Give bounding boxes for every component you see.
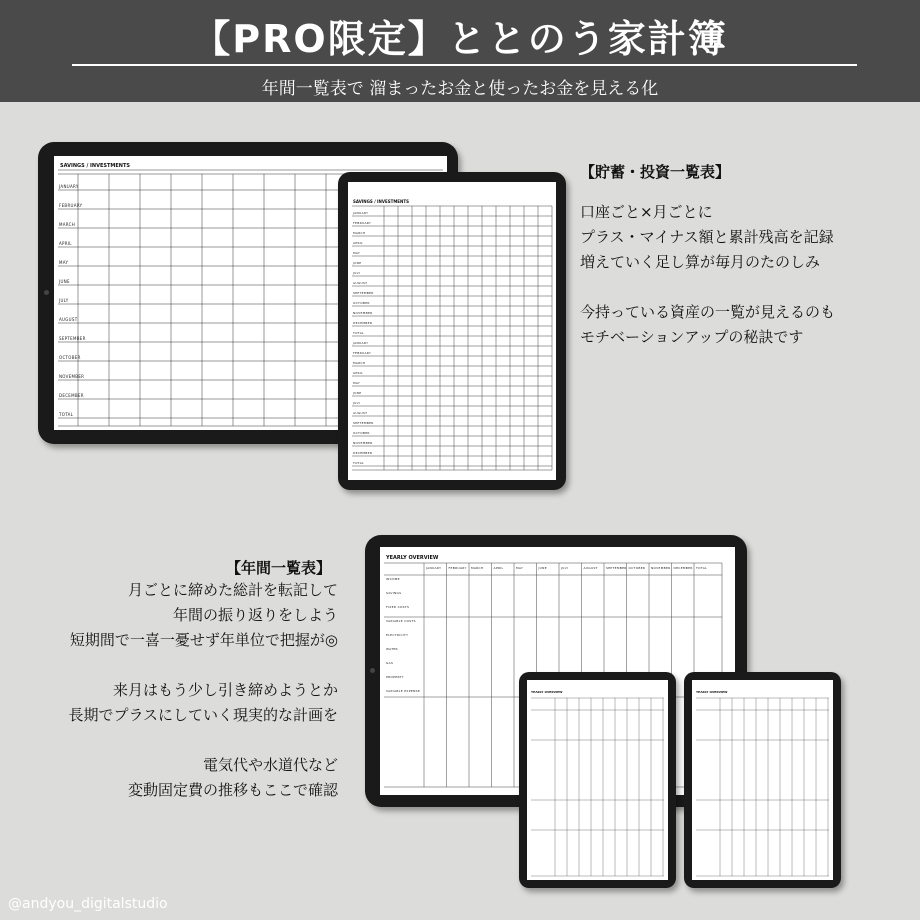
- month-header: TOTAL: [696, 566, 708, 570]
- description-line: 電気代や水道代など: [202, 756, 338, 774]
- row-label: OCTOBER: [353, 301, 370, 305]
- description-line: 短期間で一喜一憂せず年単位で把握が◎: [69, 631, 338, 649]
- row-label: AUGUST: [353, 281, 368, 285]
- header-banner: [0, 0, 920, 102]
- tablet-savings-portrait: [338, 172, 566, 490]
- month-header: MAY: [516, 566, 524, 570]
- row-label: FIXED COSTS: [386, 605, 410, 609]
- description-line: 年間の振り返りをしよう: [172, 606, 338, 624]
- yearly-portrait-screen-1: [527, 680, 668, 880]
- description-line: 来月はもう少し引き締めようとか: [112, 681, 338, 699]
- yearly-heading: 【年間一覧表】: [226, 559, 332, 577]
- row-label: NOVEMBER: [353, 441, 373, 445]
- month-header: FEBRUARY: [448, 566, 467, 570]
- row-label: MAY: [353, 381, 361, 385]
- row-label: MAY: [353, 251, 361, 255]
- month-header: SEPTEMBER: [606, 566, 627, 570]
- row-label: MAY: [59, 260, 69, 265]
- camera-dot: [370, 668, 375, 673]
- row-label: DECEMBER: [353, 451, 373, 455]
- row-label: TOTAL: [59, 412, 74, 417]
- description-line: 増えていく足し算が毎月のたのしみ: [580, 253, 821, 271]
- row-label: TOTAL: [353, 461, 365, 465]
- month-header: JULY: [561, 566, 569, 570]
- month-header: AUGUST: [583, 566, 598, 570]
- row-label: JUNE: [353, 391, 362, 395]
- row-label: MARCH: [353, 231, 366, 235]
- description-line: 口座ごと×月ごとに: [580, 203, 713, 221]
- savings-portrait-screen: [348, 182, 556, 480]
- row-label: APRIL: [353, 371, 364, 375]
- row-label: SEPTEMBER: [59, 336, 86, 341]
- row-label: MARCH: [59, 222, 76, 227]
- row-label: AUGUST: [59, 317, 78, 322]
- month-header: JANUARY: [426, 566, 442, 570]
- description-line: 今持っている資産の一覧が見えるのも: [580, 303, 836, 321]
- page-title: 【PRO限定】ととのう家計簿: [192, 17, 728, 61]
- description-line: モチベーションアップの秘訣です: [580, 328, 804, 346]
- row-label: FEBRUARY: [353, 221, 372, 225]
- row-label: JANUARY: [353, 211, 369, 215]
- row-label: NOVEMBER: [59, 374, 85, 379]
- description-line: 変動固定費の推移もここで確認: [127, 781, 338, 799]
- month-header: JUNE: [538, 566, 547, 570]
- row-label: TOTAL: [353, 331, 365, 335]
- row-label: WATER: [386, 647, 398, 651]
- description-line: 長期でプラスにしていく現実的な計画を: [68, 706, 338, 724]
- row-label: FEBRUARY: [59, 203, 83, 208]
- month-header: MARCH: [471, 566, 484, 570]
- row-label: VARIABLE EXPENSE: [386, 689, 421, 693]
- row-label: PROPERTY: [386, 675, 404, 679]
- row-label: APRIL: [353, 241, 364, 245]
- row-label: FEBRUARY: [353, 351, 372, 355]
- month-header: NOVEMBER: [651, 566, 671, 570]
- month-header: DECEMBER: [673, 566, 693, 570]
- row-label: VARIABLE COSTS: [386, 619, 416, 623]
- row-label: DECEMBER: [353, 321, 373, 325]
- row-label: JULY: [59, 298, 69, 303]
- yearly-portrait-title-2: YEARLY OVERVIEW: [696, 690, 728, 694]
- row-label: JULY: [353, 271, 361, 275]
- row-label: APRIL: [59, 241, 72, 246]
- row-label: DECEMBER: [59, 393, 84, 398]
- row-label: MARCH: [353, 361, 366, 365]
- camera-dot: [44, 290, 49, 295]
- row-label: AUGUST: [353, 411, 368, 415]
- row-label: JANUARY: [353, 341, 369, 345]
- row-label: NOVEMBER: [353, 311, 373, 315]
- yearly-portrait-screen-2: [692, 680, 833, 880]
- page-subtitle: 年間一覧表で 溜まったお金と使ったお金を見える化: [261, 79, 659, 99]
- row-label: SEPTEMBER: [353, 421, 374, 425]
- row-label: OCTOBER: [59, 355, 81, 360]
- credit: @andyou_digitalstudio: [8, 896, 168, 912]
- yearly-title: YEARLY OVERVIEW: [386, 555, 439, 561]
- description-line: プラス・マイナス額と累計残高を記録: [580, 228, 834, 246]
- row-label: JUNE: [353, 261, 362, 265]
- row-label: OCTOBER: [353, 431, 370, 435]
- row-label: JUNE: [59, 279, 70, 284]
- tablet-yearly-portrait-2: [684, 672, 841, 888]
- savings-portrait-title: SAVINGS / INVESTMENTS: [353, 199, 409, 204]
- month-header: APRIL: [493, 566, 504, 570]
- row-label: GAS: [386, 661, 394, 665]
- row-label: JANUARY: [59, 184, 79, 189]
- month-header: OCTOBER: [628, 566, 646, 570]
- tablet-yearly-portrait-1: [519, 672, 676, 888]
- savings-title: SAVINGS / INVESTMENTS: [60, 163, 130, 169]
- savings-heading: 【貯蓄・投資一覧表】: [580, 163, 731, 181]
- row-label: SAVINGS: [386, 591, 402, 595]
- row-label: SEPTEMBER: [353, 291, 374, 295]
- row-label: INCOME: [386, 577, 400, 581]
- description-line: 月ごとに締めた総計を転記して: [127, 581, 338, 599]
- row-label: JULY: [353, 401, 361, 405]
- row-label: ELECTRICITY: [386, 633, 409, 637]
- divider: [72, 64, 857, 66]
- yearly-portrait-title-1: YEARLY OVERVIEW: [531, 690, 563, 694]
